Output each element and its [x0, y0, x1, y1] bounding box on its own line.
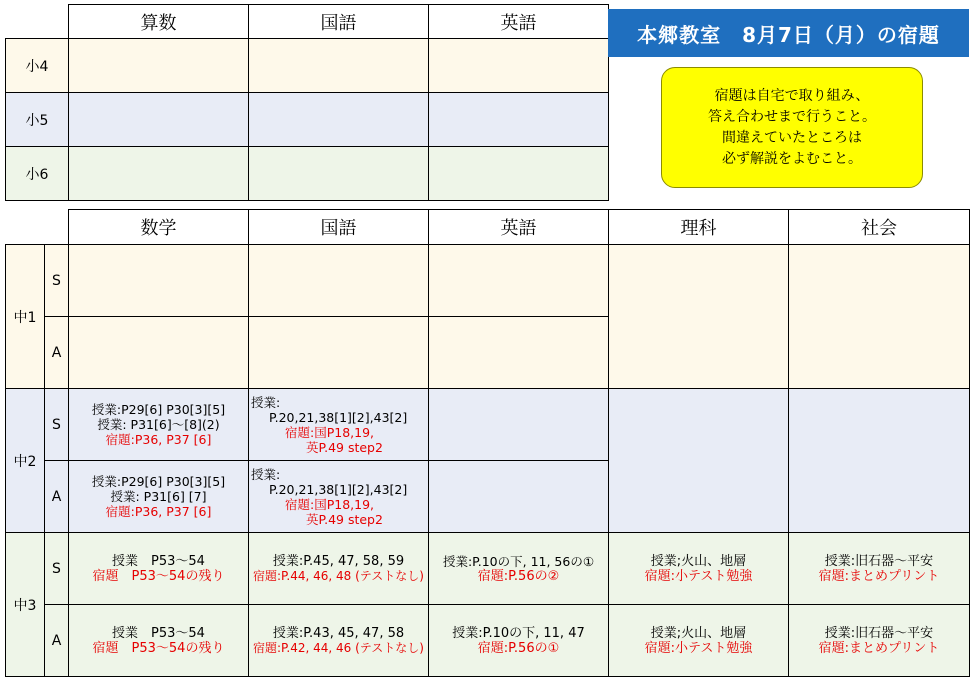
cell-j1s-math — [69, 245, 249, 317]
homework-line: 宿題:小テスト勉強 — [644, 568, 753, 584]
homework-line: 宿題:P.42, 44, 46 (テストなし) — [253, 640, 424, 655]
homework-line: 宿題:P.44, 46, 48 (テストなし) — [253, 568, 424, 583]
page-title: 本郷教室 8月7日（月）の宿題 — [608, 9, 969, 57]
cell-j3s-english — [429, 533, 609, 605]
cell-g5-math — [69, 93, 249, 147]
homework-line: 宿題:まとめプリント — [818, 640, 940, 656]
subject-header-english: 英語 — [429, 210, 609, 245]
corner-cell — [6, 210, 69, 245]
cell-j3s-social — [789, 533, 970, 605]
lesson-line: 授業:旧石器～平安 — [824, 553, 934, 569]
homework-note — [661, 67, 923, 188]
class-label-s: S — [45, 389, 69, 461]
lesson-line: 授業:P29[6] P30[3][5] — [91, 474, 226, 489]
homework-line: 英P.49 step2 — [306, 439, 383, 455]
cell-j2s-english — [429, 389, 609, 461]
grade-label-4: 小4 — [6, 39, 69, 93]
note-line: 必ず解説をよむこと。 — [722, 150, 862, 167]
cell-j1s-english — [429, 245, 609, 317]
cell-j2a-japanese — [249, 461, 429, 533]
grade-label-j3: 中3 — [6, 533, 45, 677]
junior-homework-table — [5, 209, 970, 677]
cell-j3a-science — [609, 605, 789, 677]
grade-label-5: 小5 — [6, 93, 69, 147]
note-line: 宿題は自宅で取り組み、 — [714, 87, 870, 104]
cell-j3s-math — [69, 533, 249, 605]
cell-j3s-japanese — [249, 533, 429, 605]
subject-header-science: 理科 — [609, 210, 789, 245]
cell-j3a-japanese — [249, 605, 429, 677]
subject-header-math: 数学 — [69, 210, 249, 245]
cell-g6-math — [69, 147, 249, 201]
cell-j2a-math — [69, 461, 249, 533]
subject-header-english: 英語 — [429, 5, 609, 39]
subject-header-math: 算数 — [69, 5, 249, 39]
lesson-line: 授業;火山、地層 — [650, 553, 747, 569]
cell-j1a-english — [429, 317, 609, 389]
cell-j3a-english — [429, 605, 609, 677]
homework-line: 宿題:国P18,19, — [285, 424, 375, 440]
cell-g5-english — [429, 93, 609, 147]
lesson-line: 授業:P.10の下, 11, 47 — [452, 625, 585, 641]
cell-j2-science — [609, 389, 789, 533]
lesson-line: 授業 P53～54 — [112, 553, 205, 569]
cell-g4-english — [429, 39, 609, 93]
lesson-line: 授業:P.45, 47, 58, 59 — [272, 553, 405, 569]
cell-g6-english — [429, 147, 609, 201]
note-line: 間違えていたところは — [722, 129, 862, 146]
cell-j2-social — [789, 389, 970, 533]
lesson-line: 授業:P29[6] P30[3][5] — [91, 402, 226, 417]
grade-label-j2: 中2 — [6, 389, 45, 533]
cell-j3s-science — [609, 533, 789, 605]
cell-g5-japanese — [249, 93, 429, 147]
class-label-a: A — [45, 461, 69, 533]
cell-j2a-english — [429, 461, 609, 533]
homework-line: 宿題:P36, P37 [6] — [105, 504, 212, 519]
cell-j2s-japanese — [249, 389, 429, 461]
cell-g4-math — [69, 39, 249, 93]
class-label-s: S — [45, 533, 69, 605]
lesson-line: 授業:P.43, 45, 47, 58 — [272, 625, 405, 641]
cell-j1-social — [789, 245, 970, 389]
cell-j1s-japanese — [249, 245, 429, 317]
lesson-line: 授業: P31[6] [7] — [110, 489, 207, 504]
class-label-s: S — [45, 245, 69, 317]
homework-line: 宿題:まとめプリント — [818, 568, 940, 584]
homework-line: 宿題:P36, P37 [6] — [105, 432, 212, 447]
cell-g6-japanese — [249, 147, 429, 201]
lesson-line: 授業:P.10の下, 11, 56の① — [442, 553, 595, 569]
homework-line: 宿題 P53～54の残り — [92, 568, 225, 584]
subject-header-social: 社会 — [789, 210, 970, 245]
class-label-a: A — [45, 605, 69, 677]
cell-g4-japanese — [249, 39, 429, 93]
grade-label-6: 小6 — [6, 147, 69, 201]
homework-line: 宿題:小テスト勉強 — [644, 640, 753, 656]
homework-line: 宿題:国P18,19, — [285, 496, 375, 512]
lesson-line: 授業;火山、地層 — [650, 625, 747, 641]
lesson-line: P.20,21,38[1][2],43[2] — [269, 409, 408, 425]
lesson-line: 授業: — [251, 394, 281, 410]
cell-j1-science — [609, 245, 789, 389]
lesson-line: P.20,21,38[1][2],43[2] — [269, 481, 408, 497]
homework-line: 宿題 P53～54の残り — [92, 640, 225, 656]
grade-label-j1: 中1 — [6, 245, 45, 389]
lesson-line: 授業: P31[6]～[8](2) — [97, 417, 220, 432]
lesson-line: 授業 P53～54 — [112, 625, 205, 641]
cell-j3a-social — [789, 605, 970, 677]
cell-j2s-math — [69, 389, 249, 461]
homework-line: 宿題:P.56の② — [477, 568, 560, 584]
cell-j1a-math — [69, 317, 249, 389]
subject-header-japanese: 国語 — [249, 5, 429, 39]
note-line: 答え合わせまで行うこと。 — [708, 108, 876, 125]
cell-j3a-math — [69, 605, 249, 677]
corner-cell — [6, 5, 69, 39]
subject-header-japanese: 国語 — [249, 210, 429, 245]
homework-line: 英P.49 step2 — [306, 511, 383, 527]
lesson-line: 授業: — [251, 466, 281, 482]
lesson-line: 授業:旧石器～平安 — [824, 625, 934, 641]
homework-line: 宿題:P.56の① — [477, 640, 560, 656]
elementary-homework-table — [5, 4, 609, 201]
class-label-a: A — [45, 317, 69, 389]
cell-j1a-japanese — [249, 317, 429, 389]
